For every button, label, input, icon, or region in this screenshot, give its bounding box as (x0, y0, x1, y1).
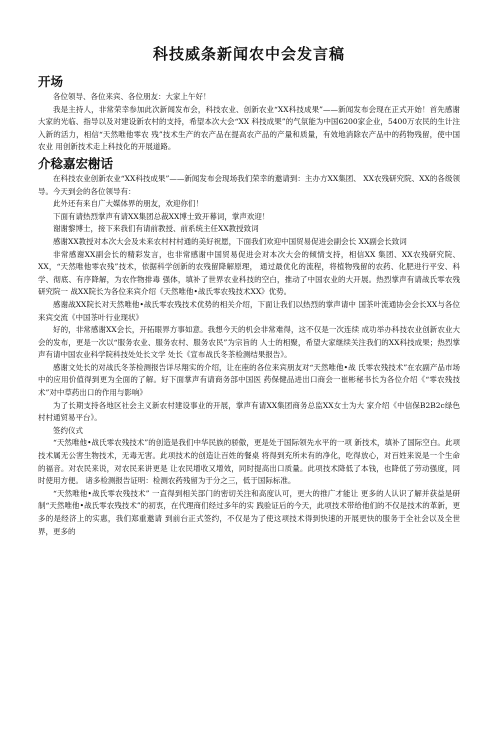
section-heading-opening: 开场 (38, 74, 64, 89)
paragraph: 在科技农业创新农业“XX科技成果”——新闻发布会现场我们荣幸的邀请到：主办方XX集团、 XX农残研究院、XX的各级领导。今天到会的各位领导有： (38, 173, 460, 196)
paragraph: 非常感谢XX副会长的精彩发言，也非常感谢中国贸易促进会对本次大会的倾情支持，相信XX 集团、XX农残研究院、XX，“天然唯他零农残”技术，依据科学创新的农残留降解原理， 通过最优化的流程，将植物残留的农药、化肥进行平安、科学、彻底、有序降解，为农作物排毒 强体，填补了世界农业科技的空白，推动了中国农业的大开展。热烈掌声有请战氏零农残研究院一 战XX院长为各位来宾介绍《天然唯他•战氏零农残技术XX》优势。 (38, 249, 460, 297)
paragraph: 为了长期支持各地区社会主义新农村建设事业的开展，掌声有请XX集团商务总监XX女士为大 家介绍《中信保B2B2c绿色村村通贸易平台》。 (38, 400, 460, 423)
paragraph: 谢谢黎博士，接下来我们有请前教授、前系统主任XX教授致词 (53, 224, 259, 234)
paragraph: 此外还有来自广大媒体界的朋友，欢迎你们！ (53, 199, 203, 209)
section-heading-introductions: 介稔嘉宏榭话 (38, 155, 114, 171)
paragraph: 感谢战XX院长对天然唯他•战氏零农残技术优势的相关介绍，下面让我们以热烈的掌声请中 国茶叶流通协会会长XX与各位来宾交流《中国茶叶行业现状》 (38, 299, 460, 322)
paragraph: “天然唯他•战氏零农残技术”的创造是我们中华民族的骄傲，更是处于国际领先水平的一项 新技术，填补了国际空白。此项技术属无公害生物技术，无毒无害。此项技术的创造让百姓的餐桌 将得到充所未有的净化，吃得放心，对百姓来说是一个生命的福音。对农民来说，对农民来讲更是 让农民增收又增效，同时提高出口质量。此项技术降低了本钱，也降低了劳动强度，同时使用方便。 诸多检测报告证明：检测农药残留为于分之三，低于国际标准。 (38, 438, 460, 486)
paragraph: 各位领导、各位来宾、各位朋友：大家上午好！ (53, 92, 211, 101)
paragraph: “天然唯他•战氏零农残技术” 一直得到相关部门的密切关注和高度认可，更大的推广才能让 更多的人认识了解并获益是研制“天然唯他•战氏零农残技术”的初衷，在代理商们经过多年的实 践验证后的今天，此项技术带给他们的不仅是技术的革新，更多的是经济上的实惠，我们郑重邀请 到前台正式签约，不仅是为了使这项技术得到快速的开展更快的服务于全社会以及全世界，更多的 (38, 488, 460, 536)
section-heading-signing: 签约仪式 (53, 425, 83, 435)
paragraph: 我是主持人，非常荣幸参加此次新闻发布会，科技农业、创新农业“XX科技成果”——新闻发布会现在正式开始！首先感谢大家的光临、指导以及对建设新农村的支持，希望本次大会“XX 科技成果”的气氛能为中国6200家企业，5400万农民的生计注入新的活力，相信“天然唯他零农 残”技术生产的农产品在提高农产品的产量和质量，有效地消除农产品中的药物残留，使中国农业 用创新技术走上科技化的开展道路。 (38, 104, 460, 152)
paragraph: 下面有请热烈掌声有请XX集团总裁XX博士致开幕词，掌声欢迎！ (53, 211, 270, 221)
paragraph: 感谢XX教授对本次大会及未来农村村村通的美好祝愿，下面我们欢迎中国贸易促进会副会长 XX副会长致词 (53, 236, 407, 246)
document-title: 科技威条新闻农中会发言稿 (152, 45, 345, 63)
paragraph: 感谢文处长的对战氏冬茶检测报告详尽翔实的介绍，让在座的各位来宾朋友对“天然唯他•战 氏零农残技术”在农副产品市场中的应用价值得到更为全面的了解。好下面掌声有请商务部中国医 药保健品进出口商会一崔彬秘书长为各位介绍《“零农残技术”对中草药出口的作用与影响》 (38, 362, 460, 398)
paragraph: 好的，非常感谢XX会长，开拓眼界方事如意。我想今天的机会非常难得，这不仅是一次连续 成功举办科技农业创新农业大会的发布，更是一次以“服务农业、服务农村、服务农民”为宗旨的 人士的相聚，希望大家继续关注我们的XX科技成果；热烈掌声有请中国农业科学院科技处处长文学 处长《宣布战氏冬茶检测结果报告》。 (38, 325, 460, 360)
